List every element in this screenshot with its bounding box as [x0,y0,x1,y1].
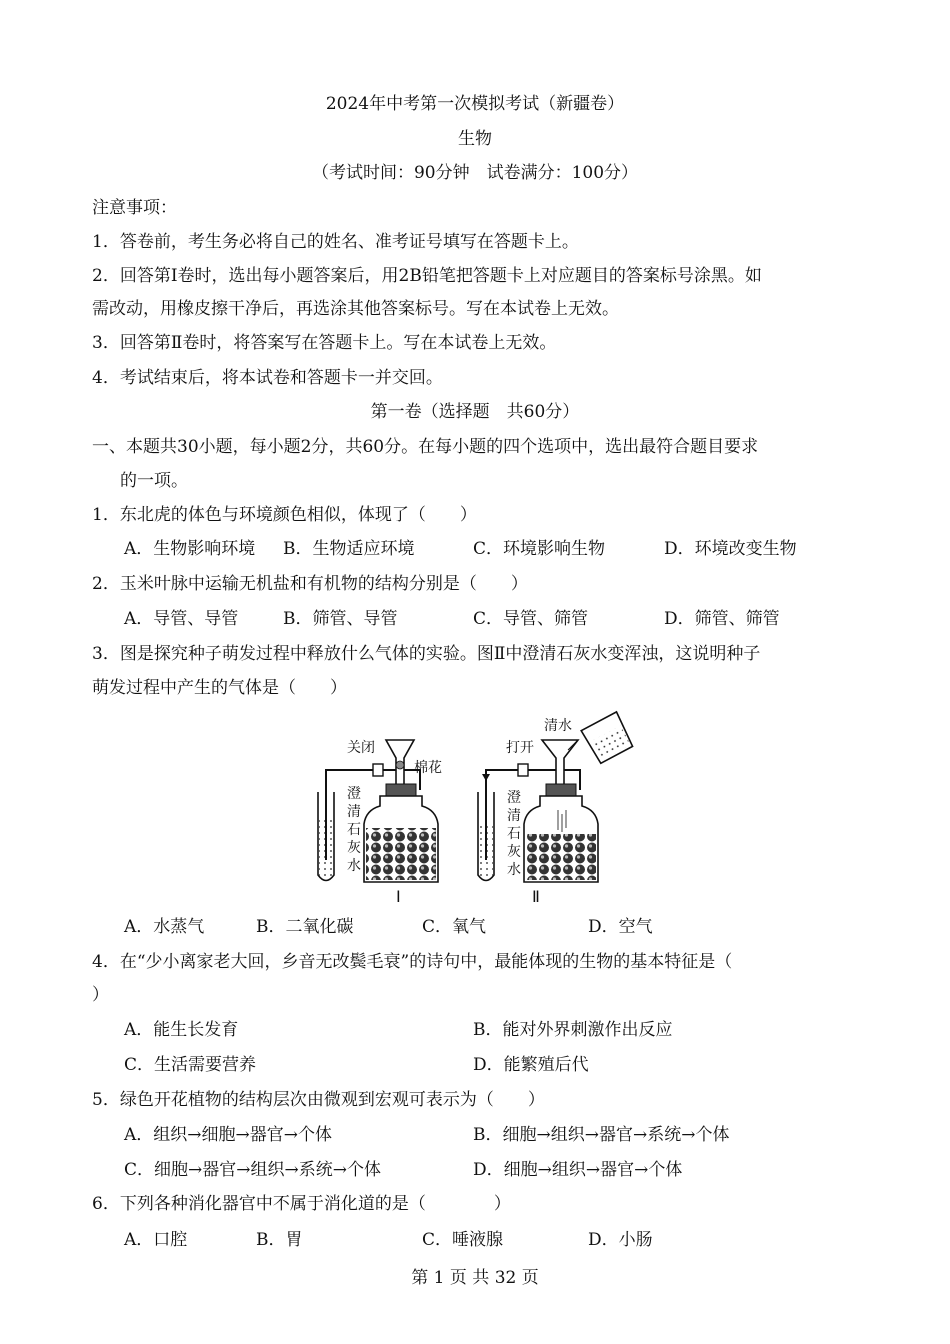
question-2-option-d[interactable]: D．筛管、筛管 [664,609,780,629]
time-info: （考试时间：90分钟 试卷满分：100分） [311,163,639,183]
panel-1-label: Ⅰ [396,887,401,906]
label-limewater-3: 石 [347,822,361,838]
notice-item: 需改动，用橡皮擦干净后，再选涂其他答案标号。写在本试卷上无效。 [92,299,619,319]
label-cotton: 棉花 [414,760,442,776]
label-limewater-2-4: 灰 [507,844,521,860]
section-title: 第一卷（选择题 共60分） [370,402,580,422]
question-3-option-b[interactable]: B．二氧化碳 [256,917,354,937]
label-limewater-5: 水 [347,858,361,874]
question-6-option-d[interactable]: D．小肠 [588,1230,653,1250]
question-2-option-b[interactable]: B．筛管、导管 [283,609,398,629]
question-3-option-c[interactable]: C．氧气 [422,917,487,937]
exam-title: 2024年中考第一次模拟考试（新疆卷） [325,94,625,114]
label-limewater-2-5: 水 [507,862,521,878]
question-5-stem: 5．绿色开花植物的结构层次由微观到宏观可表示为（ ） [92,1090,545,1110]
subject-title: 生物 [458,129,492,149]
question-4-option-a[interactable]: A．能生长发育 [124,1020,239,1040]
panel-2-label: Ⅱ [532,887,540,906]
label-water: 清水 [544,718,572,734]
notice-item: 2．回答第Ⅰ卷时，选出每小题答案后，用2B铅笔把答题卡上对应题目的答案标号涂黑。如 [92,266,762,286]
question-5-option-d[interactable]: D．细胞→组织→器官→个体 [473,1160,683,1180]
question-2-option-a[interactable]: A．导管、导管 [124,609,239,629]
section-instruction-cont: 的一项。 [120,471,188,491]
section-instruction: 一、本题共30小题，每小题2分，共60分。在每小题的四个选项中，选出最符合题目要求 [92,437,759,457]
question-6-option-a[interactable]: A．口腔 [124,1230,188,1250]
question-4-option-c[interactable]: C．生活需要营养 [124,1055,257,1075]
apparatus-panel-2 [478,712,634,882]
label-closed: 关闭 [347,740,375,756]
question-4-stem-cont: ） [92,985,109,1005]
question-5-option-b[interactable]: B．细胞→组织→器官→系统→个体 [473,1125,730,1145]
label-limewater-4: 灰 [347,840,361,856]
question-5-option-a[interactable]: A．组织→细胞→器官→个体 [124,1125,333,1145]
label-limewater-2-2: 清 [507,808,521,824]
question-1-option-a[interactable]: A．生物影响环境 [124,539,256,559]
question-2-stem: 2．玉米叶脉中运输无机盐和有机物的结构分别是（ ） [92,574,528,594]
label-open: 打开 [506,740,534,756]
question-1-option-b[interactable]: B．生物适应环境 [283,539,415,559]
question-6-option-b[interactable]: B．胃 [256,1230,303,1250]
label-limewater-2-3: 石 [507,826,521,842]
page-footer: 第 1 页 共 32 页 [411,1268,539,1288]
question-4-stem: 4．在“少小离家老大回，乡音无改鬓毛衰”的诗句中，最能体现的生物的基本特征是（ [92,952,733,972]
question-3-stem: 3．图是探究种子萌发过程中释放什么气体的实验。图Ⅱ中澄清石灰水变浑浊，这说明种子 [92,644,761,664]
notice-heading: 注意事项： [92,198,177,218]
question-2-option-c[interactable]: C．导管、筛管 [473,609,589,629]
notice-item: 3．回答第Ⅱ卷时，将答案写在答题卡上。写在本试卷上无效。 [92,333,557,353]
question-3-option-d[interactable]: D．空气 [588,917,653,937]
question-1-option-c[interactable]: C．环境影响生物 [473,539,606,559]
label-limewater-1: 澄 [347,786,361,802]
question-1-option-d[interactable]: D．环境改变生物 [664,539,797,559]
question-1-stem: 1．东北虎的体色与环境颜色相似，体现了（ ） [92,505,477,525]
label-limewater-2: 清 [347,804,361,820]
question-3-stem-cont: 萌发过程中产生的气体是（ ） [92,678,347,698]
question-6-stem: 6．下列各种消化器官中不属于消化道的是（ ） [92,1194,511,1214]
question-4-option-d[interactable]: D．能繁殖后代 [473,1055,589,1075]
question-6-option-c[interactable]: C．唾液腺 [422,1230,504,1250]
question-5-option-c[interactable]: C．细胞→器官→组织→系统→个体 [124,1160,381,1180]
seed-germination-figure [310,710,650,910]
question-3-option-a[interactable]: A．水蒸气 [124,917,205,937]
notice-item: 4．考试结束后，将本试卷和答题卡一并交回。 [92,368,443,388]
notice-item: 1．答卷前，考生务必将自己的姓名、准考证号填写在答题卡上。 [92,232,579,252]
label-limewater-2-1: 澄 [507,790,521,806]
question-4-option-b[interactable]: B．能对外界刺激作出反应 [473,1020,673,1040]
